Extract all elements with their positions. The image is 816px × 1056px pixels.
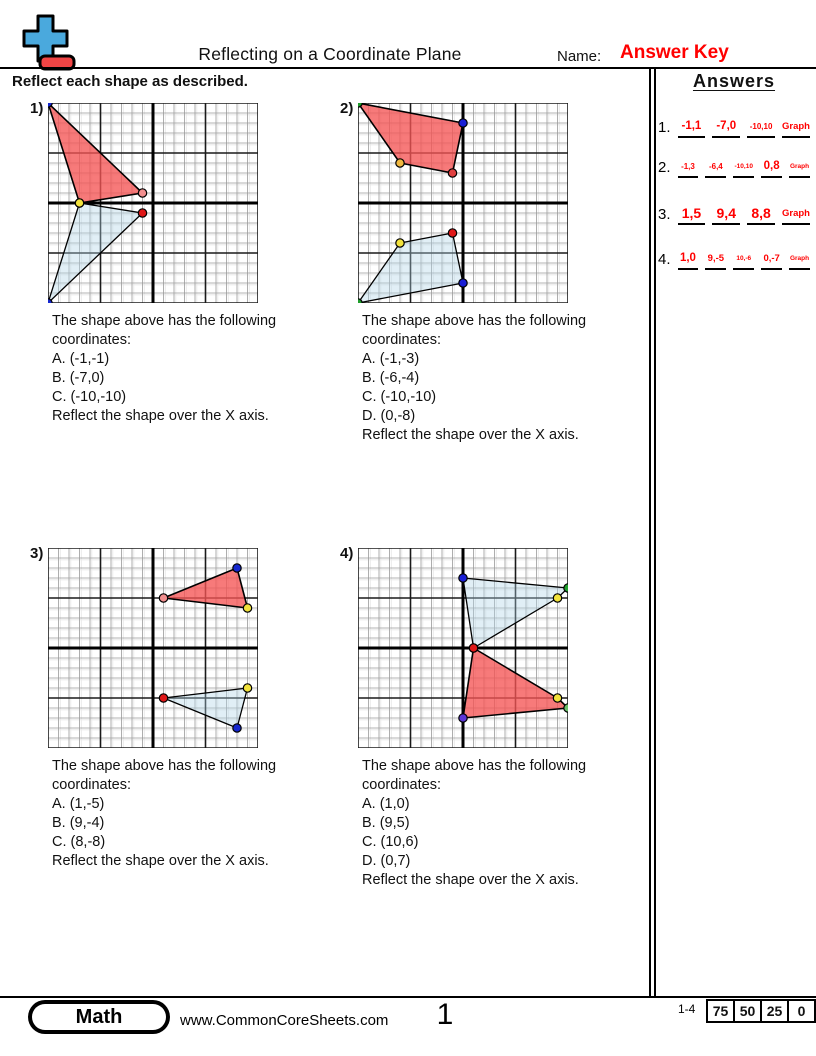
problem-text-line: Reflect the shape over the X axis. bbox=[362, 872, 579, 888]
answer-blank[interactable]: 1,0 bbox=[678, 248, 699, 270]
problem-text bbox=[52, 757, 342, 871]
original-vertex-dot bbox=[243, 684, 251, 692]
problem-text-line: coordinates: bbox=[362, 332, 441, 348]
problem-text-line: B. (9,-4) bbox=[52, 815, 105, 831]
problem-text-line: Reflect the shape over the X axis. bbox=[52, 408, 269, 424]
problem-text-line: B. (-6,-4) bbox=[362, 370, 420, 386]
problem-text-line: C. (10,6) bbox=[362, 834, 419, 850]
reflected-vertex-dot bbox=[396, 159, 404, 167]
answer-row bbox=[658, 156, 810, 178]
problem-text-line: Reflect the shape over the X axis. bbox=[362, 427, 579, 443]
subject-badge-label: Math bbox=[32, 1004, 166, 1030]
answer-blank[interactable]: Graph bbox=[782, 116, 810, 138]
problem-number: 4) bbox=[340, 545, 354, 562]
original-vertex-dot bbox=[553, 594, 561, 602]
problem-text-line: C. (8,-8) bbox=[52, 834, 106, 850]
answer-number: 1. bbox=[658, 119, 671, 136]
header-divider bbox=[0, 67, 816, 69]
original-vertex-dot bbox=[396, 239, 404, 247]
score-cell: 25 bbox=[760, 999, 789, 1023]
answer-blank[interactable]: -10,10 bbox=[747, 116, 775, 138]
problem-text-line: A. (1,0) bbox=[362, 796, 410, 812]
answer-blank[interactable]: 0,8 bbox=[761, 156, 782, 178]
answer-number: 3. bbox=[658, 206, 671, 223]
problem-text bbox=[362, 312, 652, 445]
reflected-vertex-dot bbox=[233, 564, 241, 572]
coordinate-grid bbox=[358, 548, 568, 748]
answer-blank[interactable]: -7,0 bbox=[712, 116, 740, 138]
answer-blank[interactable]: Graph bbox=[789, 248, 810, 270]
original-vertex-dot bbox=[459, 279, 467, 287]
answer-blank[interactable]: 10,-6 bbox=[733, 248, 754, 270]
website-link[interactable]: www.CommonCoreSheets.com bbox=[180, 1012, 389, 1029]
page-title: Reflecting on a Coordinate Plane bbox=[198, 44, 462, 64]
answer-blank[interactable]: -1,1 bbox=[678, 116, 706, 138]
plus-icon bbox=[24, 16, 67, 61]
answer-blank[interactable]: -10,10 bbox=[733, 156, 754, 178]
problem-text-line: A. (-1,-3) bbox=[362, 351, 420, 367]
problem-text-line: C. (-10,-10) bbox=[362, 389, 437, 405]
problem-text-line: The shape above has the following bbox=[52, 758, 277, 774]
answer-blank[interactable]: Graph bbox=[789, 156, 810, 178]
commoncoresheets-logo-icon bbox=[12, 12, 78, 72]
original-vertex-dot bbox=[233, 724, 241, 732]
reflected-vertex-dot bbox=[553, 694, 561, 702]
name-answer-key[interactable]: Answer Key bbox=[620, 42, 729, 63]
answer-blank[interactable]: Graph bbox=[782, 203, 810, 225]
instruction-text: Reflect each shape as described. bbox=[12, 73, 248, 90]
name-label: Name: bbox=[557, 48, 602, 65]
problem-text-line: D. (0,-8) bbox=[362, 408, 416, 424]
answer-blank[interactable]: -1,3 bbox=[678, 156, 699, 178]
reflected-vertex-dot bbox=[159, 594, 167, 602]
answer-row bbox=[658, 116, 810, 138]
reflected-vertex-dot bbox=[469, 644, 477, 652]
score-table bbox=[706, 999, 816, 1023]
answer-number: 4. bbox=[658, 251, 671, 268]
problem-4 bbox=[338, 541, 643, 981]
score-cell: 75 bbox=[706, 999, 735, 1023]
answer-number: 2. bbox=[658, 159, 671, 176]
original-vertex-dot bbox=[159, 694, 167, 702]
answer-row bbox=[658, 203, 810, 225]
problem-text-line: A. (-1,-1) bbox=[52, 351, 110, 367]
subject-badge bbox=[28, 1000, 170, 1034]
reflected-vertex-dot bbox=[75, 199, 83, 207]
coordinate-grid bbox=[358, 103, 568, 303]
coordinate-grid bbox=[48, 103, 258, 303]
problem-number: 2) bbox=[340, 100, 354, 117]
problem-text-line: B. (-7,0) bbox=[52, 370, 105, 386]
answer-blank[interactable]: 9,4 bbox=[712, 203, 740, 225]
answers-title: Answers bbox=[692, 71, 776, 91]
answer-blank[interactable]: -6,4 bbox=[705, 156, 726, 178]
problem-text-line: Reflect the shape over the X axis. bbox=[52, 853, 269, 869]
problem-number: 1) bbox=[30, 100, 44, 117]
problem-text-line: The shape above has the following bbox=[362, 313, 587, 329]
reflected-vertex-dot bbox=[138, 189, 146, 197]
reflected-vertex-dot bbox=[564, 704, 568, 712]
problem-text bbox=[52, 312, 342, 426]
problem-1 bbox=[28, 96, 333, 536]
coordinate-grid bbox=[48, 548, 258, 748]
original-vertex-dot bbox=[448, 229, 456, 237]
reflected-vertex-dot bbox=[243, 604, 251, 612]
reflected-vertex-dot bbox=[448, 169, 456, 177]
problem-text bbox=[362, 757, 652, 890]
answer-row bbox=[658, 248, 810, 270]
reflected-vertex-dot bbox=[459, 714, 467, 722]
problem-text-line: The shape above has the following bbox=[362, 758, 587, 774]
answer-blank[interactable]: 1,5 bbox=[678, 203, 706, 225]
original-vertex-dot bbox=[459, 574, 467, 582]
problem-text-line: coordinates: bbox=[362, 777, 441, 793]
problem-text-line: D. (0,7) bbox=[362, 853, 411, 869]
answer-blank[interactable]: 8,8 bbox=[747, 203, 775, 225]
reflected-vertex-dot bbox=[459, 119, 467, 127]
score-range-label: 1-4 bbox=[678, 1002, 696, 1016]
answer-blank[interactable]: 0,-7 bbox=[761, 248, 782, 270]
problem-text-line: coordinates: bbox=[52, 777, 131, 793]
original-vertex-dot bbox=[564, 584, 568, 592]
problem-text-line: coordinates: bbox=[52, 332, 131, 348]
page-number: 1 bbox=[436, 998, 454, 1031]
answer-blank[interactable]: 9,-5 bbox=[705, 248, 726, 270]
original-vertex-dot bbox=[138, 209, 146, 217]
problem-2 bbox=[338, 96, 643, 536]
score-cell: 0 bbox=[787, 999, 816, 1023]
problem-number: 3) bbox=[30, 545, 44, 562]
problem-text-line: C. (-10,-10) bbox=[52, 389, 127, 405]
problem-text-line: B. (9,5) bbox=[362, 815, 410, 831]
problem-text-line: The shape above has the following bbox=[52, 313, 277, 329]
problem-3 bbox=[28, 541, 333, 981]
problem-text-line: A. (1,-5) bbox=[52, 796, 105, 812]
score-cell: 50 bbox=[733, 999, 762, 1023]
